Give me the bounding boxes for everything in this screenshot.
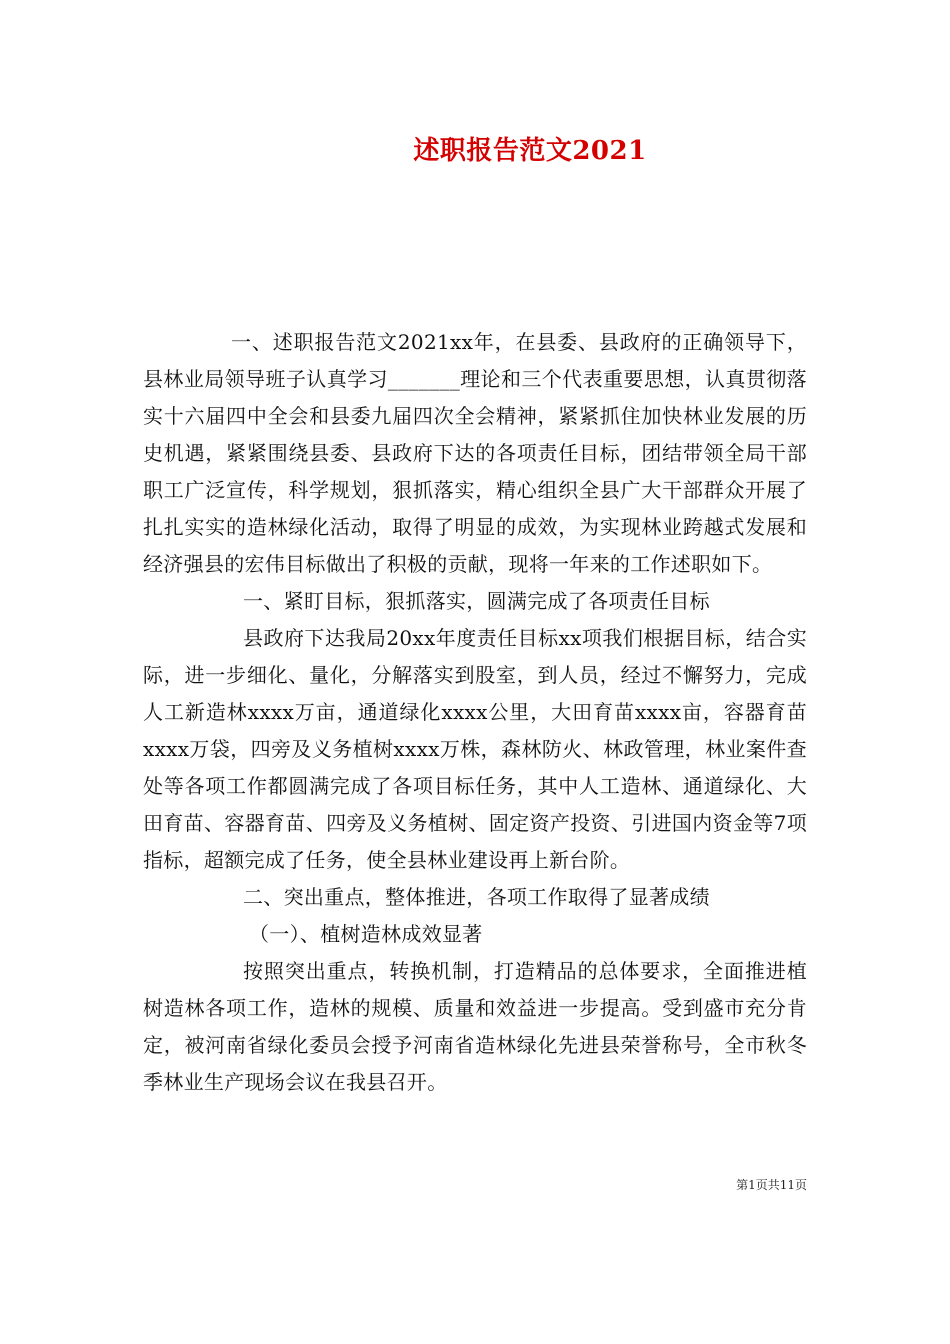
section-1-paragraph: 县政府下达我局20xx年度责任目标xx项我们根据目标，结合实际，进一步细化、量化，分解落实到股室，到人员，经过不懈努力，完成人工新造林xxxx万亩，通道绿化xxxx公里，大田育苗xxxx亩，容器育苗xxxx万袋，四旁及义务植树xxxx万株，森林防火、林政管理，林业案件查处等各项工作都圆满完成了各项目标任务，其中人工造林、通道绿化、大田育苗、容器育苗、四旁及义务植树、固定资产投资、引进国内资金等7项指标，超额完成了任务，使全县林业建设再上新台阶。 [143, 626, 807, 872]
subsection-heading-1: （一）、植树造林成效显著 [249, 922, 483, 946]
page-number: 第1页共11页 [736, 1178, 807, 1192]
subsection-1-paragraph: 按照突出重点，转换机制，打造精品的总体要求，全面推进植树造林各项工作，造林的规模、质量和效益进一步提高。受到盛市充分肯定，被河南省绿化委员会授予河南省造林绿化先进县荣誉称号，全市秋冬季林业生产现场会议在我县召开。 [143, 959, 807, 1094]
intro-paragraph: 一、述职报告范文2021xx年，在县委、县政府的正确领导下，县林业局领导班子认真学习_______理论和三个代表重要思想，认真贯彻落实十六届四中全会和县委九届四次全会精神，紧紧抓住加快林业发展的历史机遇，紧紧围绕县委、县政府下达的各项责任目标，团结带领全局干部职工广泛宣传，科学规划，狠抓落实，精心组织全县广大干部群众开展了扎扎实实的造林绿化活动，取得了明显的成效，为实现林业跨越式发展和经济强县的宏伟目标做出了积极的贡献，现将一年来的工作述职如下。 [143, 330, 807, 576]
document-title: 述职报告范文2021 [413, 136, 647, 166]
document-body [143, 324, 807, 1101]
section-heading-1: 一、紧盯目标，狠抓落实，圆满完成了各项责任目标 [243, 589, 710, 613]
section-heading-2: 二、突出重点，整体推进，各项工作取得了显著成绩 [243, 885, 710, 909]
